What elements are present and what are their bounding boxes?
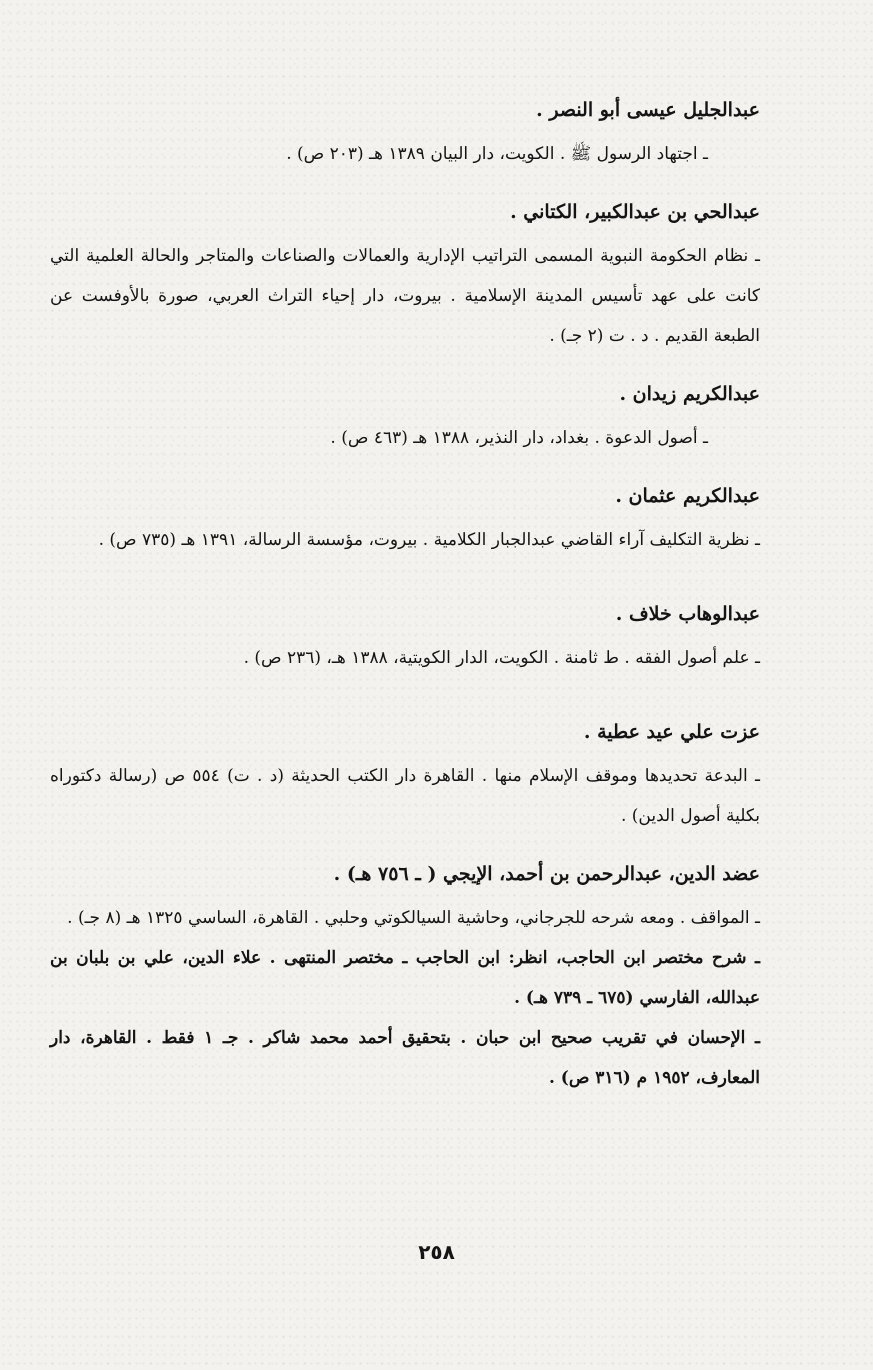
entry-work: ـ أصول الدعوة . بغداد، دار النذير، ١٣٨٨ هـ (٤٦٣ ص) . (330, 428, 708, 448)
entry-author: عبدالكريم زيدان . (619, 383, 760, 405)
bibliography-entry (50, 188, 760, 356)
entry-author: عبدالكريم عثمان . (615, 485, 760, 507)
bibliography-entry (50, 850, 760, 1098)
bibliography-entry (50, 590, 760, 678)
entry-author: عبدالجليل عيسى أبو النصر . (536, 99, 760, 121)
entry-work: ـ الإحسان في تقريب صحيح ابن حبان . بتحقيق أحمد محمد شاكر . جـ ١ فقط . القاهرة، دار المعارف، ١٩٥٢ م (٣١٦ ص) . (50, 1028, 760, 1088)
entry-work: ـ البدعة تحديدها وموقف الإسلام منها . القاهرة دار الكتب الحديثة (د . ت) ٥٥٤ ص (رسالة دكتوراه بكلية أصول الدين) . (50, 766, 760, 826)
spacer (50, 692, 760, 708)
bibliography-entry (50, 370, 760, 458)
bibliography-page (50, 86, 760, 1112)
bibliography-entry (50, 86, 760, 174)
bibliography-entry (50, 708, 760, 836)
spacer (50, 574, 760, 590)
page-number: ٢٥٨ (418, 1240, 455, 1264)
entry-work: ـ علم أصول الفقه . ط ثامنة . الكويت، الدار الكويتية، ١٣٨٨ هـ، (٢٣٦ ص) . (243, 648, 760, 668)
entry-work: ـ شرح مختصر ابن الحاجب، انظر: ابن الحاجب ـ مختصر المنتهى . علاء الدين، علي بن بلبان بن عبدالله، الفارسي (٦٧٥ ـ ٧٣٩ هـ) . (50, 948, 760, 1008)
entry-author: عبدالحي بن عبدالكبير، الكتاني . (510, 201, 760, 223)
entry-work: ـ نظام الحكومة النبوية المسمى التراتيب الإدارية والعمالات والصناعات والمتاجر والحالة العلمية التي كانت على عهد تأسيس المدينة الإسلامية . بيروت، دار إحياء التراث العربي، صورة بالأوفست عن الطبعة القديم . د . ت (٢ جـ) . (50, 246, 760, 346)
entry-work: ـ نظرية التكليف آراء القاضي عبدالجبار الكلامية . بيروت، مؤسسة الرسالة، ١٣٩١ هـ (٧٣٥ ص) . (98, 530, 760, 550)
entry-work: ـ اجتهاد الرسول ﷺ . الكويت، دار البيان ١٣٨٩ هـ (٢٠٣ ص) . (286, 144, 708, 164)
entry-author: عضد الدين، عبدالرحمن بن أحمد، الإيجي ( ـ ٧٥٦ هـ) . (333, 863, 760, 885)
entry-work: ـ المواقف . ومعه شرحه للجرجاني، وحاشية السيالكوتي وحلبي . القاهرة، الساسي ١٣٢٥ هـ (٨ جـ) . (67, 908, 760, 928)
bibliography-entry (50, 472, 760, 560)
entry-author: عبدالوهاب خلاف . (615, 603, 760, 625)
entry-author: عزت علي عيد عطية . (583, 721, 760, 743)
